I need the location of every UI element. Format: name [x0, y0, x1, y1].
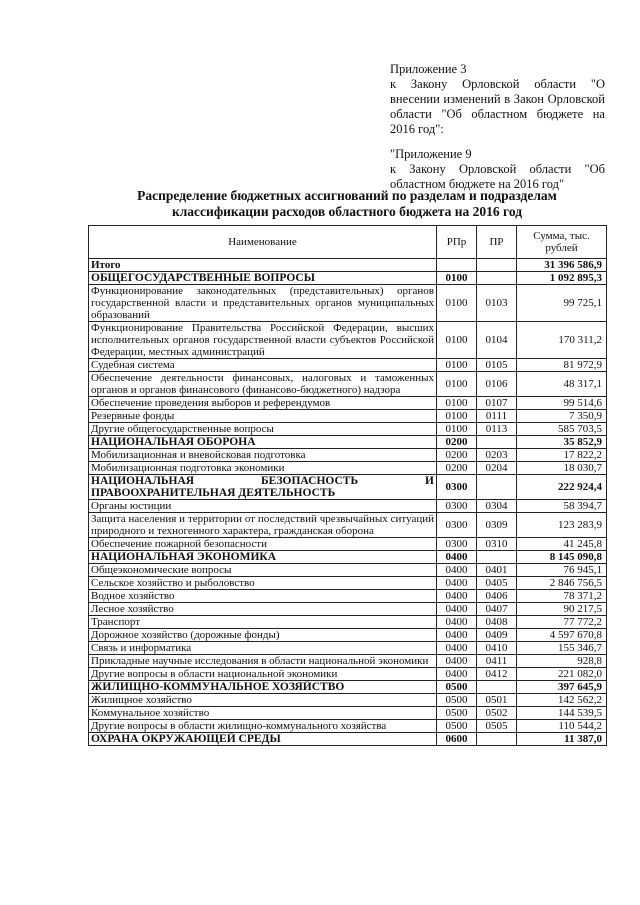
- row-name: ЖИЛИЩНО-КОММУНАЛЬНОЕ ХОЗЯЙСТВО: [89, 681, 437, 694]
- row-rpr: 0100: [437, 397, 477, 410]
- table-row: [89, 707, 607, 720]
- table-row: [89, 538, 607, 551]
- row-sum: 76 945,1: [517, 564, 607, 577]
- row-name: Водное хозяйство: [89, 590, 437, 603]
- row-sum: 58 394,7: [517, 500, 607, 513]
- row-pr: 0106: [477, 372, 517, 397]
- row-name: Итого: [89, 259, 437, 272]
- row-name: НАЦИОНАЛЬНАЯ ОБОРОНА: [89, 436, 437, 449]
- row-rpr: 0100: [437, 322, 477, 359]
- row-name: Резервные фонды: [89, 410, 437, 423]
- table-row: [89, 423, 607, 436]
- row-name: Сельское хозяйство и рыболовство: [89, 577, 437, 590]
- row-sum: 170 311,2: [517, 322, 607, 359]
- table-row: [89, 720, 607, 733]
- table-body: [89, 259, 607, 746]
- row-rpr: 0400: [437, 551, 477, 564]
- row-name: НАЦИОНАЛЬНАЯ ЭКОНОМИКА: [89, 551, 437, 564]
- row-pr: [477, 259, 517, 272]
- inner-annex-text: к Закону Орловской области "Об областном бюджете на 2016 год": [390, 162, 605, 191]
- table-row: [89, 462, 607, 475]
- row-sum: 18 030,7: [517, 462, 607, 475]
- row-pr: 0401: [477, 564, 517, 577]
- annex-title: Приложение 3: [390, 62, 467, 76]
- row-pr: 0501: [477, 694, 517, 707]
- row-pr: 0309: [477, 513, 517, 538]
- row-pr: 0111: [477, 410, 517, 423]
- row-name: ОХРАНА ОКРУЖАЮЩЕЙ СРЕДЫ: [89, 733, 437, 746]
- row-pr: [477, 551, 517, 564]
- row-sum: 142 562,2: [517, 694, 607, 707]
- row-sum: 77 772,2: [517, 616, 607, 629]
- table-row: [89, 359, 607, 372]
- row-rpr: 0500: [437, 694, 477, 707]
- section-row: [89, 681, 607, 694]
- row-rpr: 0300: [437, 500, 477, 513]
- row-name: Мобилизационная подготовка экономики: [89, 462, 437, 475]
- row-name: Функционирование Правительства Российской Федерации, высших исполнительных органов государственной власти субъектов Российской Федерации, местных администраций: [89, 322, 437, 359]
- row-name: Дорожное хозяйство (дорожные фонды): [89, 629, 437, 642]
- row-sum: 585 703,5: [517, 423, 607, 436]
- header-pr: ПР: [477, 226, 517, 259]
- row-sum: 7 350,9: [517, 410, 607, 423]
- table-row: [89, 513, 607, 538]
- table-row: [89, 372, 607, 397]
- row-rpr: 0400: [437, 642, 477, 655]
- row-sum: 155 346,7: [517, 642, 607, 655]
- row-name: Мобилизационная и вневойсковая подготовка: [89, 449, 437, 462]
- row-sum: 8 145 090,8: [517, 551, 607, 564]
- table-row: [89, 410, 607, 423]
- row-pr: [477, 733, 517, 746]
- table-row: [89, 668, 607, 681]
- row-pr: 0107: [477, 397, 517, 410]
- row-rpr: 0300: [437, 475, 477, 500]
- row-sum: 90 217,5: [517, 603, 607, 616]
- row-rpr: 0100: [437, 372, 477, 397]
- row-name: Органы юстиции: [89, 500, 437, 513]
- row-pr: 0104: [477, 322, 517, 359]
- row-sum: 31 396 586,9: [517, 259, 607, 272]
- row-name: Прикладные научные исследования в области национальной экономики: [89, 655, 437, 668]
- row-sum: 1 092 895,3: [517, 272, 607, 285]
- row-rpr: 0100: [437, 285, 477, 322]
- row-pr: 0502: [477, 707, 517, 720]
- table-row: [89, 564, 607, 577]
- row-name: Судебная система: [89, 359, 437, 372]
- table-row: [89, 616, 607, 629]
- row-pr: [477, 436, 517, 449]
- row-name: Лесное хозяйство: [89, 603, 437, 616]
- row-rpr: 0600: [437, 733, 477, 746]
- row-name: Обеспечение деятельности финансовых, налоговых и таможенных органов и органов финансового (финансово-бюджетного) надзора: [89, 372, 437, 397]
- row-pr: 0405: [477, 577, 517, 590]
- row-rpr: 0200: [437, 449, 477, 462]
- section-row: [89, 436, 607, 449]
- row-name: Другие вопросы в области национальной экономики: [89, 668, 437, 681]
- row-rpr: 0500: [437, 707, 477, 720]
- row-name: Защита населения и территории от последствий чрезвычайных ситуаций природного и техногенного характера, гражданская оборона: [89, 513, 437, 538]
- row-name: Связь и информатика: [89, 642, 437, 655]
- row-name: Транспорт: [89, 616, 437, 629]
- row-sum: 123 283,9: [517, 513, 607, 538]
- row-sum: 99 725,1: [517, 285, 607, 322]
- row-rpr: 0200: [437, 436, 477, 449]
- row-rpr: 0500: [437, 681, 477, 694]
- row-name: Другие вопросы в области жилищно-коммунального хозяйства: [89, 720, 437, 733]
- row-sum: 144 539,5: [517, 707, 607, 720]
- table-row: [89, 629, 607, 642]
- row-sum: 397 645,9: [517, 681, 607, 694]
- row-pr: 0310: [477, 538, 517, 551]
- row-rpr: 0400: [437, 668, 477, 681]
- table-row: [89, 285, 607, 322]
- table-row: [89, 655, 607, 668]
- row-pr: [477, 272, 517, 285]
- row-pr: 0407: [477, 603, 517, 616]
- section-row: [89, 551, 607, 564]
- row-sum: 78 371,2: [517, 590, 607, 603]
- row-sum: 11 387,0: [517, 733, 607, 746]
- row-pr: 0304: [477, 500, 517, 513]
- table-row: [89, 642, 607, 655]
- row-sum: 2 846 756,5: [517, 577, 607, 590]
- row-pr: 0113: [477, 423, 517, 436]
- table-row: [89, 577, 607, 590]
- table-row: [89, 603, 607, 616]
- section-row: [89, 475, 607, 500]
- row-sum: 221 082,0: [517, 668, 607, 681]
- row-sum: 110 544,2: [517, 720, 607, 733]
- header-rpr: РПр: [437, 226, 477, 259]
- table-row: [89, 500, 607, 513]
- row-pr: 0408: [477, 616, 517, 629]
- header-sum: Сумма, тыс. рублей: [517, 226, 607, 259]
- row-pr: 0409: [477, 629, 517, 642]
- table-row: [89, 590, 607, 603]
- row-pr: 0505: [477, 720, 517, 733]
- row-sum: 81 972,9: [517, 359, 607, 372]
- row-pr: 0203: [477, 449, 517, 462]
- row-name: Функционирование законодательных (представительных) органов государственной власти и представительных органов муниципальных образований: [89, 285, 437, 322]
- row-sum: 48 317,1: [517, 372, 607, 397]
- row-rpr: [437, 259, 477, 272]
- row-sum: 4 597 670,8: [517, 629, 607, 642]
- row-pr: 0411: [477, 655, 517, 668]
- budget-table: [88, 225, 607, 746]
- row-name: Общеэкономические вопросы: [89, 564, 437, 577]
- row-name: Жилищное хозяйство: [89, 694, 437, 707]
- row-sum: 222 924,4: [517, 475, 607, 500]
- total-row: [89, 259, 607, 272]
- section-row: [89, 733, 607, 746]
- row-rpr: 0100: [437, 359, 477, 372]
- table-row: [89, 322, 607, 359]
- row-name: Обеспечение пожарной безопасности: [89, 538, 437, 551]
- row-rpr: 0200: [437, 462, 477, 475]
- row-rpr: 0400: [437, 603, 477, 616]
- row-rpr: 0300: [437, 513, 477, 538]
- section-row: [89, 272, 607, 285]
- row-rpr: 0100: [437, 272, 477, 285]
- row-rpr: 0400: [437, 590, 477, 603]
- row-sum: 35 852,9: [517, 436, 607, 449]
- inner-annex-title: "Приложение 9: [390, 147, 472, 161]
- row-name: Коммунальное хозяйство: [89, 707, 437, 720]
- row-name: Обеспечение проведения выборов и референдумов: [89, 397, 437, 410]
- row-rpr: 0400: [437, 577, 477, 590]
- table-header-row: [89, 226, 607, 259]
- annex-text: к Закону Орловской области "О внесении изменений в Закон Орловской области "Об областном бюджете на 2016 год":: [390, 77, 605, 136]
- row-name: ОБЩЕГОСУДАРСТВЕННЫЕ ВОПРОСЫ: [89, 272, 437, 285]
- row-rpr: 0400: [437, 655, 477, 668]
- row-sum: 17 822,2: [517, 449, 607, 462]
- inner-annex-reference: [390, 147, 605, 192]
- row-sum: 928,8: [517, 655, 607, 668]
- row-pr: 0105: [477, 359, 517, 372]
- row-rpr: 0400: [437, 616, 477, 629]
- header-name: Наименование: [89, 226, 437, 259]
- row-pr: [477, 475, 517, 500]
- row-pr: 0406: [477, 590, 517, 603]
- row-pr: 0103: [477, 285, 517, 322]
- row-sum: 99 514,6: [517, 397, 607, 410]
- row-rpr: 0400: [437, 629, 477, 642]
- row-pr: 0204: [477, 462, 517, 475]
- annex-reference: [390, 62, 605, 137]
- row-rpr: 0300: [437, 538, 477, 551]
- row-name: НАЦИОНАЛЬНАЯ БЕЗОПАСНОСТЬ И ПРАВООХРАНИТЕЛЬНАЯ ДЕЯТЕЛЬНОСТЬ: [89, 475, 437, 500]
- row-rpr: 0100: [437, 423, 477, 436]
- table-row: [89, 397, 607, 410]
- row-rpr: 0500: [437, 720, 477, 733]
- row-pr: 0412: [477, 668, 517, 681]
- row-rpr: 0400: [437, 564, 477, 577]
- document-title: Распределение бюджетных ассигнований по разделам и подразделам классификации расходов областного бюджета на 2016 год: [137, 188, 557, 219]
- table-row: [89, 694, 607, 707]
- row-pr: [477, 681, 517, 694]
- row-sum: 41 245,8: [517, 538, 607, 551]
- row-name: Другие общегосударственные вопросы: [89, 423, 437, 436]
- row-pr: 0410: [477, 642, 517, 655]
- table-row: [89, 449, 607, 462]
- row-rpr: 0100: [437, 410, 477, 423]
